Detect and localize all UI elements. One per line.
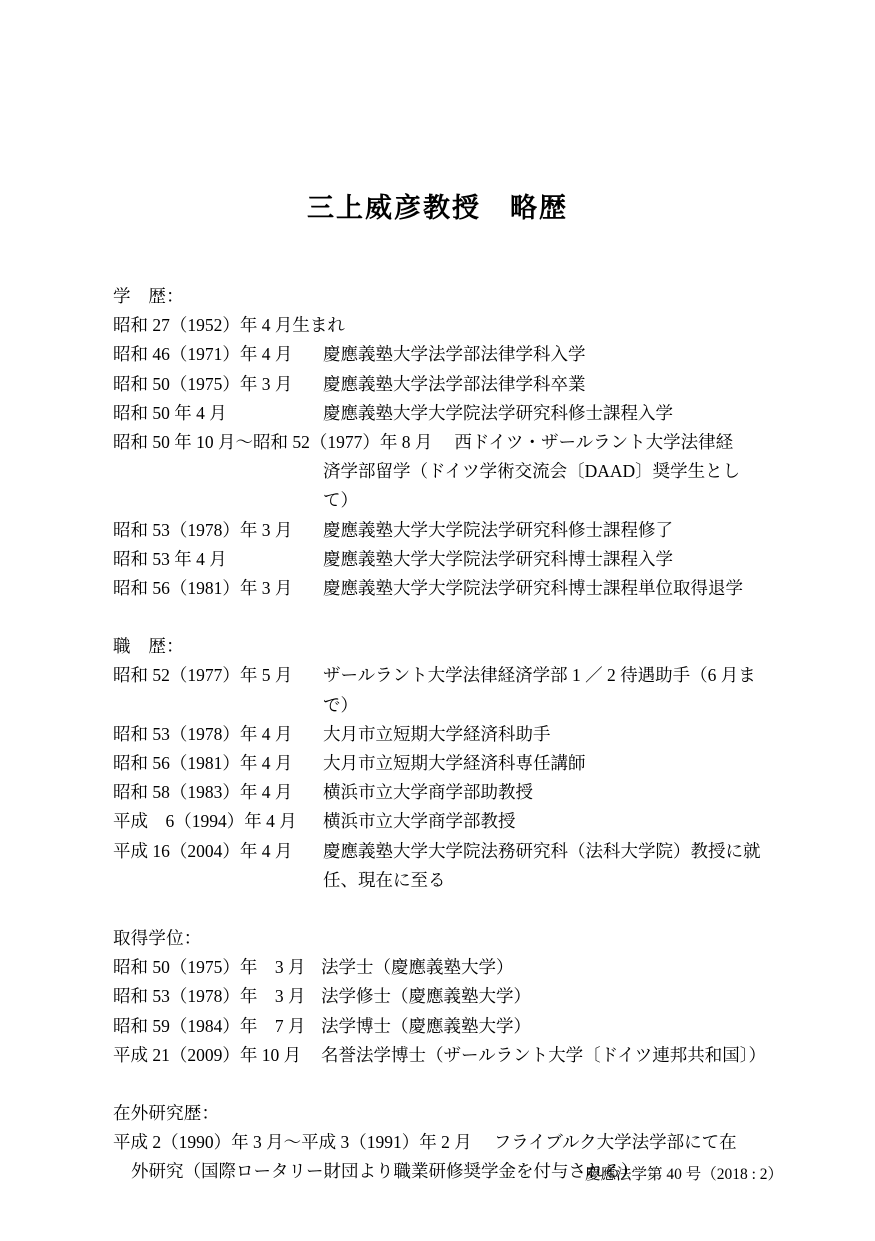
list-item — [113, 428, 793, 516]
entry-continuation: て） — [323, 490, 358, 511]
list-item — [113, 399, 793, 428]
entry-description: 法学士（慶應義塾大学） — [321, 957, 514, 978]
entry-date: 昭和 53（1978）年 3 月 — [113, 986, 306, 1007]
section-heading: 在外研究歴： — [113, 1103, 220, 1124]
entry-date: 昭和 50 年 10 月〜昭和 52（1977）年 8 月 — [113, 432, 433, 453]
section-heading: 学 歴： — [113, 286, 184, 306]
list-item — [113, 340, 793, 369]
entry-continuation: 外研究（国際ロータリー財団より職業研修奨学金を付与される） — [131, 1161, 639, 1182]
section-academic-history — [113, 282, 793, 603]
entry-description: 法学修士（慶應義塾大学） — [321, 986, 531, 1007]
entry-date: 昭和 46（1971）年 4 月 — [113, 344, 293, 365]
entry-date: 昭和 59（1984）年 7 月 — [113, 1015, 306, 1036]
list-item — [113, 778, 793, 807]
entry-description: 西ドイツ・ザールラント大学法律経 — [454, 432, 734, 453]
entry-description: 慶應義塾大学法学部法律学科卒業 — [323, 373, 586, 394]
document-body — [113, 282, 793, 1187]
page-title: 三上威彦教授 略歴 — [307, 193, 568, 223]
page-footer: 慶應法学第 40 号（2018 : 2） — [584, 1166, 783, 1183]
entry-description: 慶應義塾大学大学院法学研究科修士課程入学 — [323, 402, 673, 423]
entry-description: フライブルク大学法学部にて在 — [493, 1132, 737, 1153]
entry-line — [113, 661, 793, 690]
entry-date: 昭和 53（1978）年 4 月 — [113, 723, 293, 744]
list-item — [113, 370, 793, 399]
list-item — [113, 516, 793, 545]
entry-date: 昭和 50 年 4 月 — [113, 402, 227, 423]
entry-description: 法学博士（慶應義塾大学） — [321, 1015, 531, 1036]
entry-line — [113, 428, 793, 457]
entry-date: 昭和 52（1977）年 5 月 — [113, 665, 293, 686]
section-degrees — [113, 924, 793, 1070]
list-item — [113, 953, 793, 982]
list-item — [113, 545, 793, 574]
entry-description: 大月市立短期大学経済科助手 — [323, 723, 551, 744]
entry-date: 平成 6（1994）年 4 月 — [113, 811, 297, 832]
entry-description: 慶應義塾大学法学部法律学科入学 — [323, 344, 586, 365]
entry-date: 平成 16（2004）年 4 月 — [113, 840, 293, 861]
entry-date: 昭和 56（1981）年 4 月 — [113, 753, 293, 774]
entry-description: 慶應義塾大学大学院法学研究科博士課程単位取得退学 — [323, 578, 743, 599]
entry-description: 慶應義塾大学大学院法学研究科博士課程入学 — [323, 548, 673, 569]
entry-continuation: 済学部留学（ドイツ学術交流会〔DAAD〕奨学生とし — [323, 461, 741, 482]
list-item — [113, 807, 793, 836]
list-item — [113, 837, 793, 895]
list-item — [113, 574, 793, 603]
entry-description: 慶應義塾大学大学院法務研究科（法科大学院）教授に就 — [323, 840, 761, 861]
entry-line — [113, 1128, 793, 1157]
section-spacer — [113, 895, 793, 924]
list-item — [113, 982, 793, 1011]
entry-line — [113, 837, 793, 866]
entry-description: ザールラント大学法律経済学部 1 ／ 2 待遇助手（6 月ま — [323, 665, 756, 686]
list-item — [113, 720, 793, 749]
section-spacer — [113, 603, 793, 632]
list-item — [113, 661, 793, 719]
entry-date: 昭和 50（1975）年 3 月 — [113, 373, 293, 394]
entry-date: 平成 21（2009）年 10 月 — [113, 1044, 302, 1065]
section-heading: 取得学位： — [113, 928, 202, 949]
entry-description: 大月市立短期大学経済科専任講師 — [323, 753, 586, 774]
entry-description: 慶應義塾大学大学院法学研究科修士課程修了 — [323, 519, 673, 540]
list-item — [113, 1041, 793, 1070]
section-career-history — [113, 632, 793, 895]
entry-date: 昭和 58（1983）年 4 月 — [113, 782, 293, 803]
section-heading: 職 歴： — [113, 636, 184, 657]
entry-date: 昭和 53 年 4 月 — [113, 548, 227, 569]
list-item — [113, 749, 793, 778]
entry-description: 名誉法学博士（ザールラント大学〔ドイツ連邦共和国〕） — [321, 1044, 767, 1065]
entry-continuation: 任、現在に至る — [323, 869, 446, 890]
section-spacer — [113, 1070, 793, 1099]
entry-date: 平成 2（1990）年 3 月〜平成 3（1991）年 2 月 — [113, 1132, 472, 1153]
entry-description: 横浜市立大学商学部助教授 — [323, 782, 533, 803]
entry-date: 昭和 53（1978）年 3 月 — [113, 519, 293, 540]
entry-continuation: で） — [323, 694, 358, 715]
entry-date: 昭和 56（1981）年 3 月 — [113, 578, 293, 599]
entry-date: 昭和 50（1975）年 3 月 — [113, 957, 306, 978]
list-item — [113, 1012, 793, 1041]
list-item: 昭和 27（1952）年 4 月生まれ — [113, 315, 345, 336]
entry-description: 横浜市立大学商学部教授 — [323, 811, 516, 832]
